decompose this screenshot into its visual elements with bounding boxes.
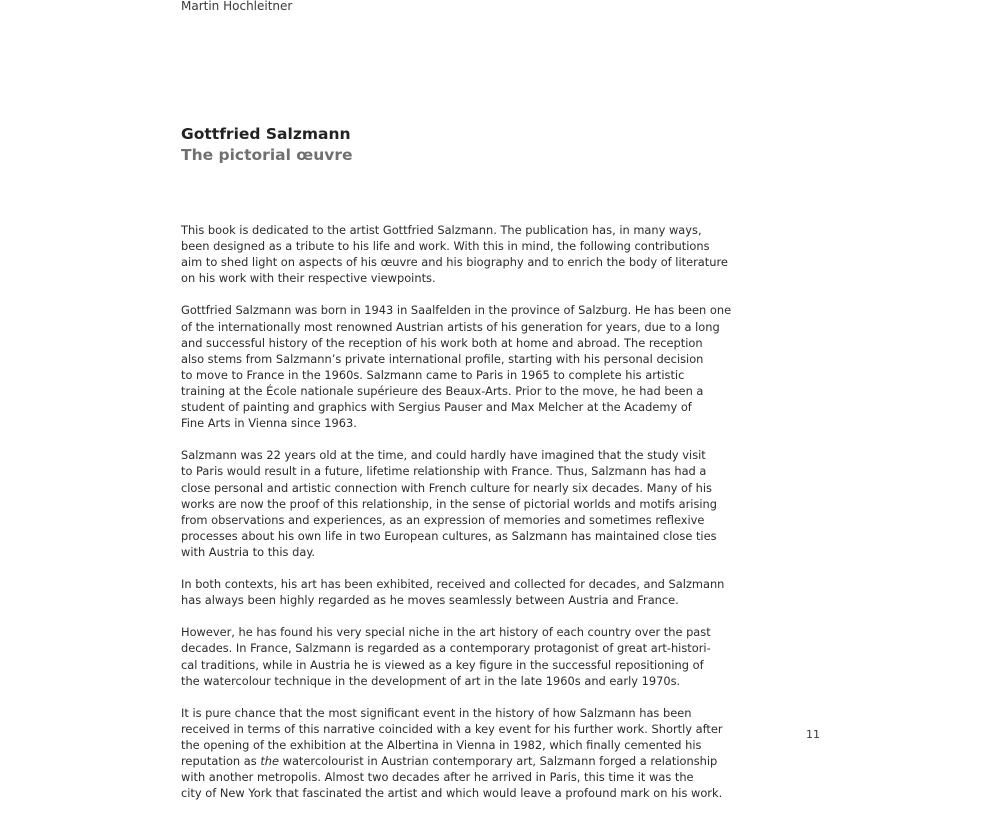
text-line: received in terms of this narrative coincided with a key event for his further work. Shortly after bbox=[181, 721, 723, 736]
article-body bbox=[181, 222, 741, 817]
text-line: also stems from Salzmann’s private international profile, starting with his personal decision bbox=[181, 351, 704, 366]
paragraph-3 bbox=[181, 447, 741, 560]
paragraph-2 bbox=[181, 302, 741, 431]
text-line: with another metropolis. Almost two decades after he arrived in Paris, this time it was the bbox=[181, 770, 694, 785]
text-line: the opening of the exhibition at the Albertina in Vienna in 1982, which finally cemented his bbox=[181, 738, 702, 752]
text-line: It is pure chance that the most significant event in the history of how Salzmann has been bbox=[181, 705, 692, 720]
text-line: to Paris would result in a future, lifetime relationship with France. Thus, Salzmann has had a bbox=[181, 464, 707, 479]
text-line: close personal and artistic connection with French culture for nearly six decades. Many of his bbox=[181, 480, 712, 495]
paragraph-6 bbox=[181, 705, 741, 802]
text-line: In both contexts, his art has been exhibited, received and collected for decades, and Salzmann bbox=[181, 577, 725, 592]
text-line: from observations and experiences, as an expression of memories and sometimes reflexive bbox=[181, 512, 705, 527]
article-subtitle: The pictorial œuvre bbox=[181, 146, 353, 164]
text-line: city of New York that fascinated the artist and which would leave a profound mark on his work. bbox=[181, 786, 723, 801]
text-line: Gottfried Salzmann was born in 1943 in Saalfelden in the province of Salzburg. He has been one bbox=[181, 303, 732, 318]
text-line: with Austria to this day. bbox=[181, 544, 316, 559]
article-heading bbox=[181, 124, 353, 166]
text-line: works are now the proof of this relationship, in the sense of pictorial worlds and motifs arising bbox=[181, 496, 717, 511]
text-run: reputation as bbox=[181, 754, 261, 769]
text-line: been designed as a tribute to his life and work. With this in mind, the following contributions bbox=[181, 239, 710, 254]
paragraph-4 bbox=[181, 576, 741, 608]
text-line: This book is dedicated to the artist Gottfried Salzmann. The publication has, in many ways, bbox=[181, 223, 702, 237]
text-line: cal traditions, while in Austria he is viewed as a key figure in the successful repositioning of bbox=[181, 657, 704, 672]
text-line: the watercolour technique in the development of art in the late 1960s and early 1970s. bbox=[181, 673, 681, 688]
text-line: to move to France in the 1960s. Salzmann came to Paris in 1965 to complete his artistic bbox=[181, 367, 685, 382]
text-line-with-emphasis bbox=[181, 753, 741, 769]
text-line: Salzmann was 22 years old at the time, and could hardly have imagined that the study visit bbox=[181, 448, 706, 463]
text-line: processes about his own life in two European cultures, as Salzmann has maintained close ties bbox=[181, 528, 717, 543]
text-line: decades. In France, Salzmann is regarded as a contemporary protagonist of great art-histori- bbox=[181, 641, 711, 656]
page-number: 11 bbox=[806, 728, 820, 741]
text-line: training at the École nationale supérieure des Beaux-Arts. Prior to the move, he had been a bbox=[181, 383, 704, 398]
text-run: watercolourist in Austrian contemporary art, Salzmann forged a relationship bbox=[279, 754, 718, 769]
running-header-author: Martin Hochleitner bbox=[181, 0, 293, 13]
text-line: and successful history of the reception of his work both at home and abroad. The reception bbox=[181, 335, 703, 350]
emphasis-text: the bbox=[260, 754, 280, 769]
text-line: aim to shed light on aspects of his œuvre and his biography and to enrich the body of literature bbox=[181, 255, 728, 270]
text-line: has always been highly regarded as he moves seamlessly between Austria and France. bbox=[181, 593, 679, 608]
paragraph-1 bbox=[181, 222, 741, 286]
text-line: student of painting and graphics with Sergius Pauser and Max Melcher at the Academy of bbox=[181, 400, 692, 415]
text-line: on his work with their respective viewpoints. bbox=[181, 271, 436, 286]
paragraph-5 bbox=[181, 624, 741, 688]
text-line: However, he has found his very special niche in the art history of each country over the past bbox=[181, 625, 711, 640]
text-line: of the internationally most renowned Austrian artists of his generation for years, due to a long bbox=[181, 319, 720, 334]
article-title: Gottfried Salzmann bbox=[181, 125, 351, 143]
text-line: Fine Arts in Vienna since 1963. bbox=[181, 416, 357, 431]
